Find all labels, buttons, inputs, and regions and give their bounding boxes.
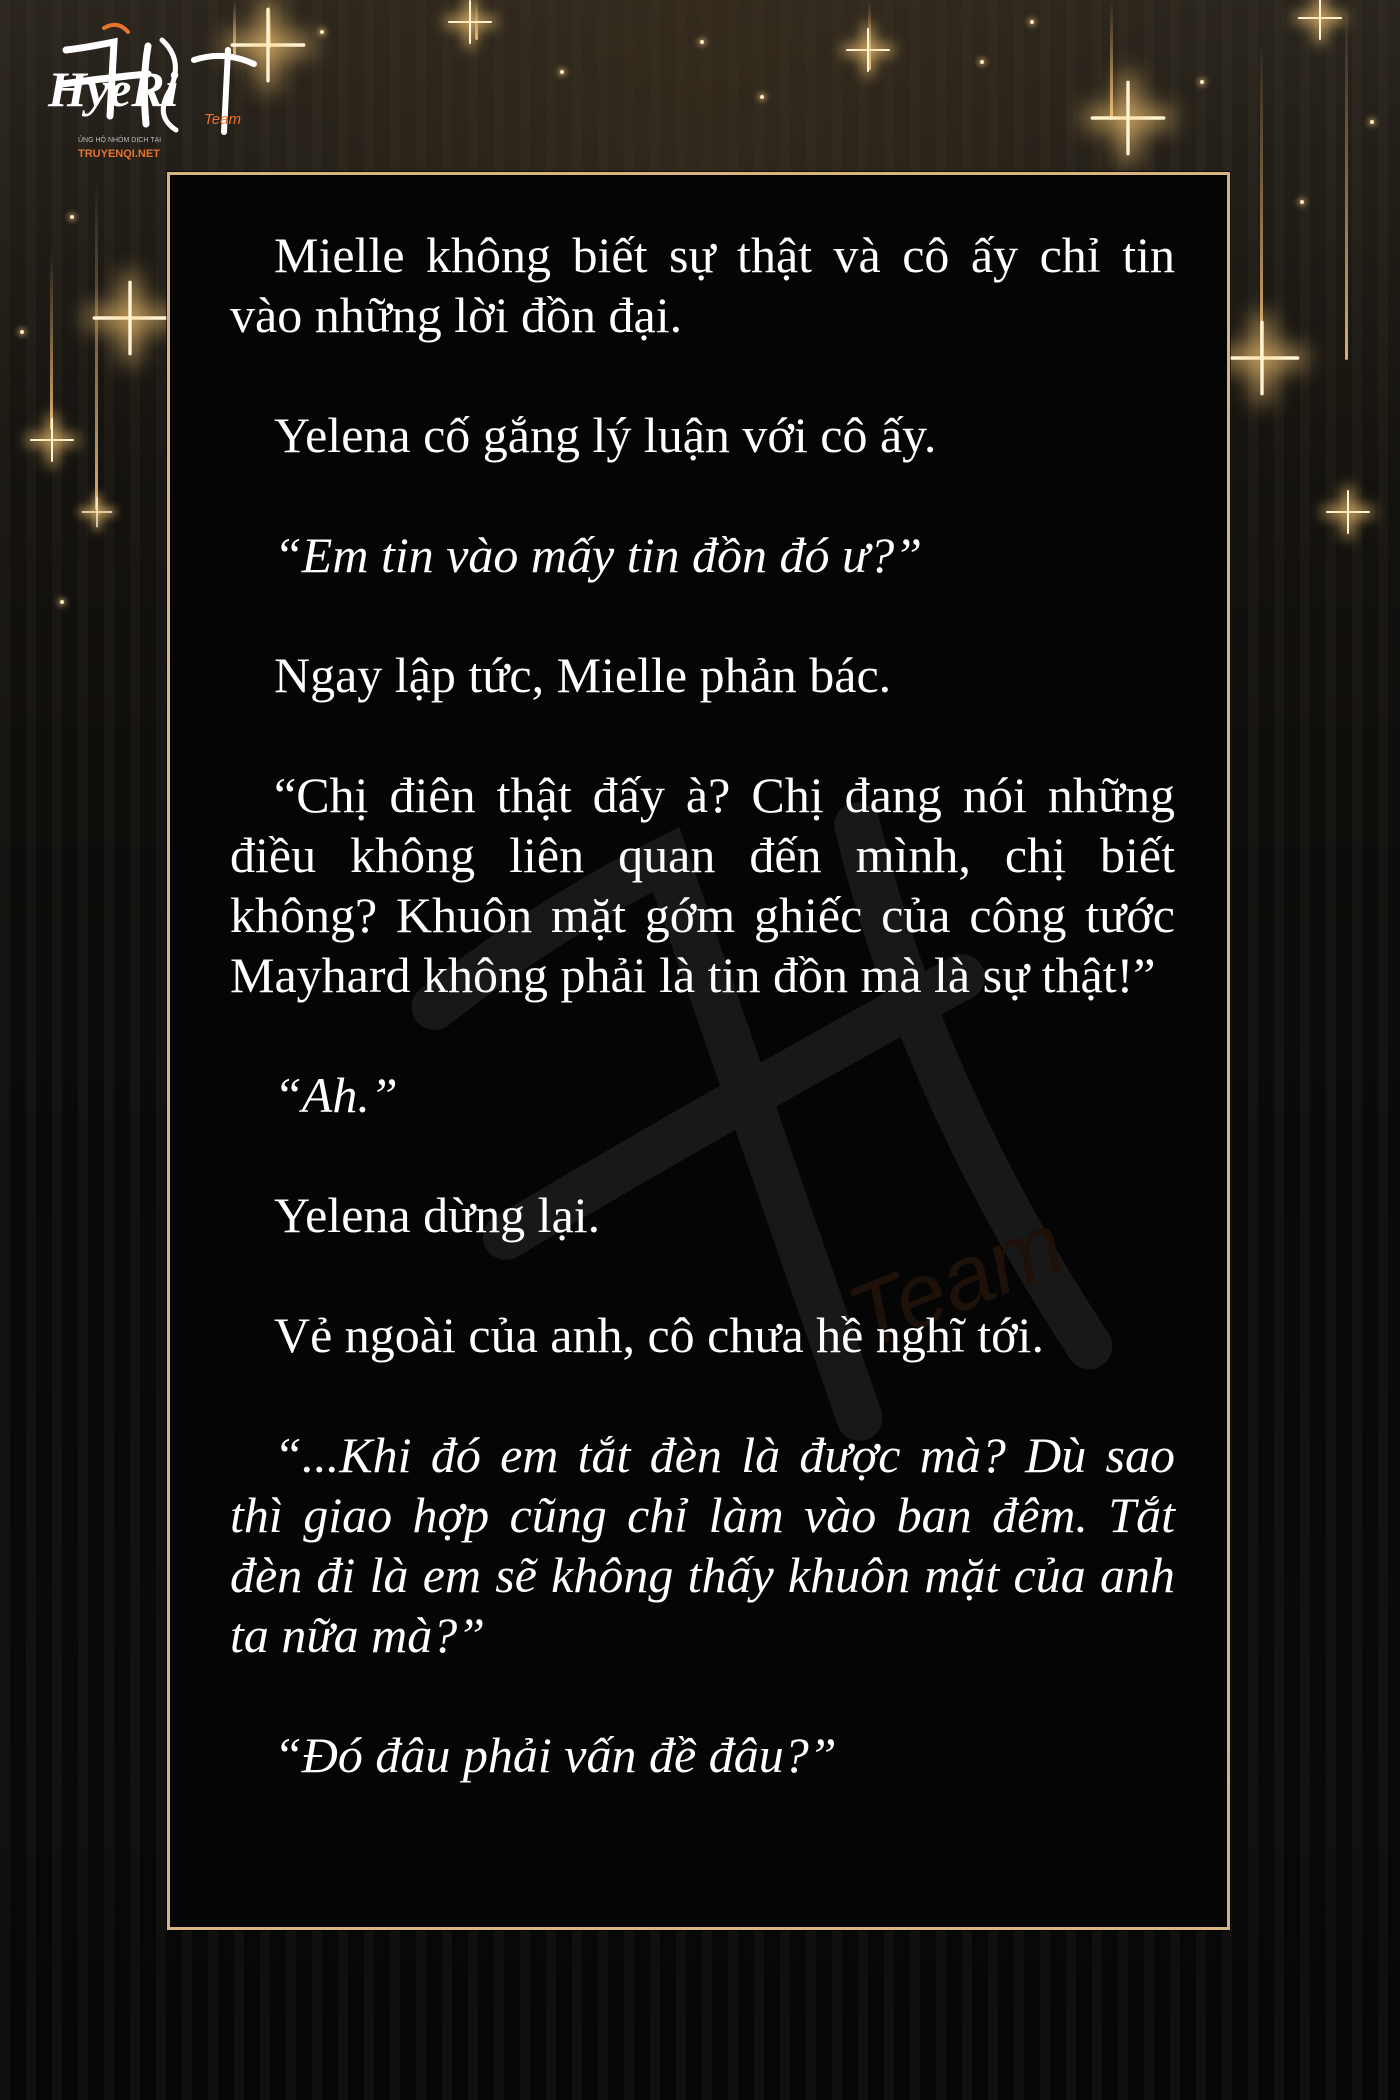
watermark-sub-text: Team [834, 1193, 1078, 1370]
logo-small-text: ỦNG HỘ NHÓM DỊCH TẠI [78, 137, 162, 144]
logo-sub-text: Team [204, 111, 241, 128]
sparkle-icon [1091, 81, 1166, 156]
paragraph-2: Yelena cố gắng lý luận với cô ấy. [274, 407, 937, 463]
light-streak [50, 250, 53, 430]
text-panel [167, 172, 1230, 1930]
paragraph-10: “Đó đâu phải vấn đề đâu?” [274, 1727, 837, 1783]
sparkle-icon [1326, 490, 1370, 534]
paragraph-1: Mielle không biết sự thật và cô ấy chỉ tin vào những lời đồn đại. [230, 227, 1175, 343]
star-dot [700, 40, 704, 44]
paragraph-9: “...Khi đó em tắt đèn là được mà? Dù sao thì giao hợp cũng chỉ làm vào ban đêm. Tắt đèn đi là em sẽ không thấy khuôn mặt của anh ta nữa mà?” [230, 1427, 1175, 1663]
star-dot [1300, 200, 1304, 204]
logo-site-text: TRUYENQI.NET [78, 148, 160, 160]
paragraph-6: “Ah.” [274, 1067, 398, 1123]
star-dot [20, 330, 24, 334]
paragraph-7: Yelena dừng lại. [274, 1187, 601, 1243]
star-dot [70, 215, 74, 219]
paragraph-4: Ngay lập tức, Mielle phản bác. [274, 647, 892, 703]
star-dot [560, 70, 564, 74]
star-dot [1030, 20, 1034, 24]
sparkle-icon [846, 28, 890, 72]
group-logo [44, 20, 274, 170]
sparkle-icon [82, 497, 113, 528]
paragraph-8: Vẻ ngoài của anh, cô chưa hề nghĩ tới. [274, 1307, 1044, 1363]
star-dot [760, 95, 764, 99]
sparkle-icon [1298, 0, 1342, 40]
story-text [230, 225, 1175, 1845]
sparkle-icon [1225, 321, 1300, 396]
sparkle-icon [30, 418, 74, 462]
light-streak [1345, 0, 1348, 360]
star-dot [320, 30, 324, 34]
light-streak [1260, 40, 1263, 360]
star-dot [1370, 120, 1374, 124]
logo-main-text: HyeRi [48, 61, 179, 117]
star-dot [60, 600, 64, 604]
star-dot [1200, 80, 1204, 84]
star-dot [980, 60, 984, 64]
paragraph-5: “Chị điên thật đấy à? Chị đang nói những điều không liên quan đến mình, chị biết không? Khuôn mặt gớm ghiếc của công tước Mayhard không phải là tin đồn mà là sự thật!” [230, 767, 1175, 1003]
paragraph-3: “Em tin vào mấy tin đồn đó ư?” [274, 527, 923, 583]
group-logo-graphic [44, 20, 274, 170]
sparkle-icon [448, 0, 492, 44]
sparkle-icon [93, 281, 168, 356]
